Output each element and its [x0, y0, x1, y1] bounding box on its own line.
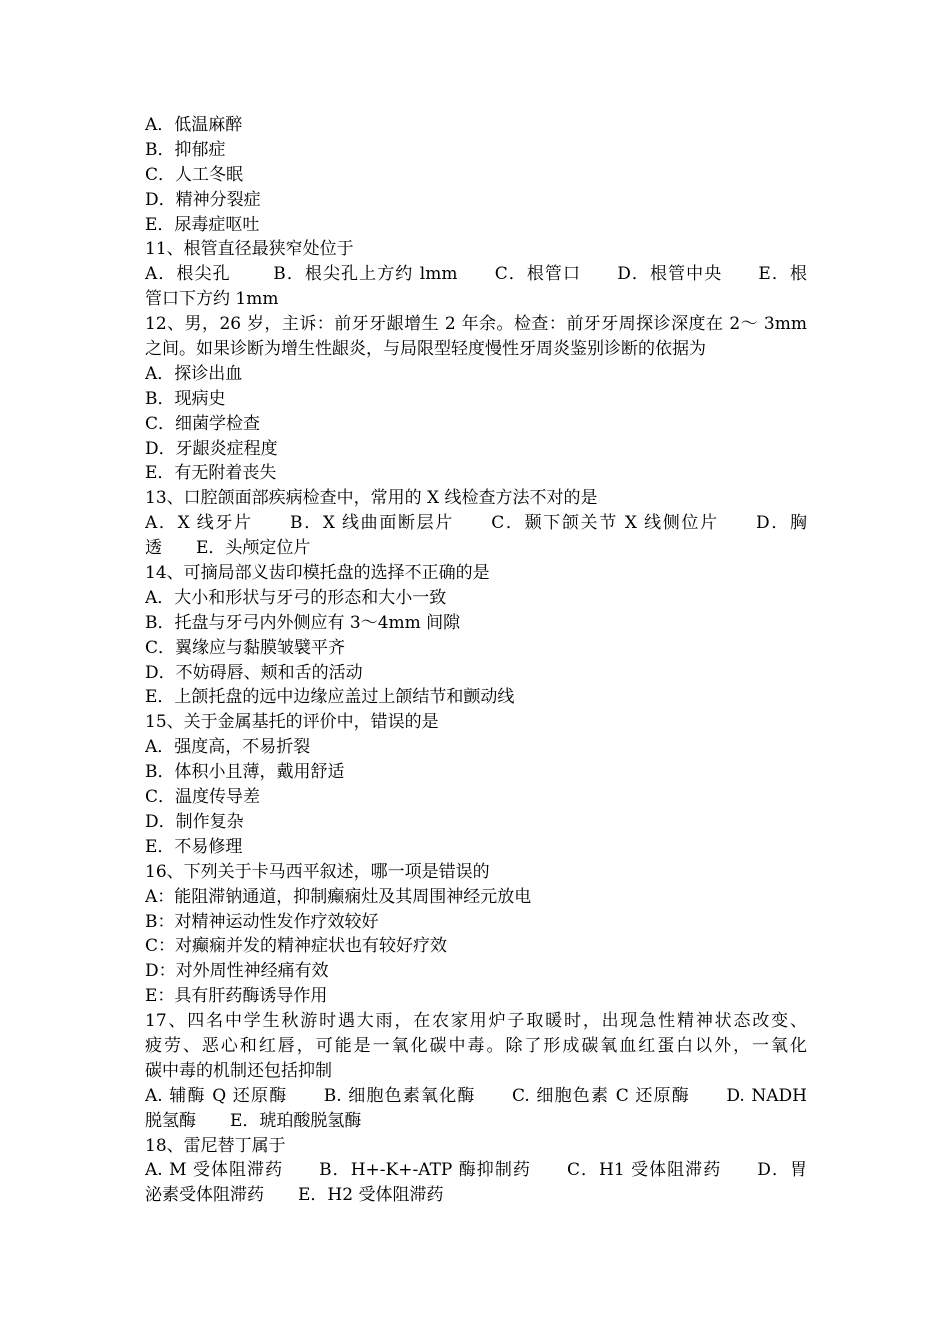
text-line: C．温度传导差 — [145, 787, 261, 808]
text-line: 13、口腔颌面部疾病检查中，常用的 X 线检查方法不对的是 — [145, 488, 598, 509]
text-line: C．细菌学检查 — [145, 413, 261, 434]
text-line: D．精神分裂症 — [145, 189, 261, 210]
text-line: A．低温麻醉 — [145, 115, 243, 135]
text-line: A．强度高，不易折裂 — [145, 737, 311, 758]
text-line: C：对癫痫并发的精神症状也有较好疗效 — [145, 936, 448, 957]
text-line: A. M 受体阻滞药 B．H+-K+-ATP 酶抑制药 C．H1 受体阻滞药 D．胃 — [145, 1160, 807, 1181]
text-line: B．抑郁症 — [145, 139, 226, 160]
text-line: E．不易修理 — [145, 836, 243, 857]
text-line: E：具有肝药酶诱导作用 — [145, 986, 328, 1007]
text-line: D．制作复杂 — [145, 811, 244, 832]
text-line: C．人工冬眠 — [145, 164, 244, 185]
text-line: 碳中毒的机制还包括抑制 — [145, 1060, 332, 1081]
text-line: 之间。如果诊断为增生性龈炎，与局限型轻度慢性牙周炎鉴别诊断的依据为 — [145, 339, 706, 360]
text-line: E．尿毒症呕吐 — [145, 214, 260, 235]
text-line: A．探诊出血 — [145, 363, 243, 384]
text-line: A．根尖孔 B．根尖孔上方约 lmm C．根管口 D．根管中央 E．根 — [145, 264, 807, 285]
text-line: C．翼缘应与黏膜皱襞平齐 — [145, 637, 346, 658]
text-line: D．牙龈炎症程度 — [145, 438, 278, 459]
text-line: B：对精神运动性发作疗效较好 — [145, 911, 379, 932]
text-line: 11、根管直径最狭窄处位于 — [145, 239, 354, 260]
text-line: 14、可摘局部义齿印模托盘的选择不正确的是 — [145, 563, 490, 584]
text-line: 12、男，26 岁，主诉：前牙牙龈增生 2 年余。检查：前牙牙周探诊深度在 2～ 3mm — [145, 314, 807, 335]
text-line: B．现病史 — [145, 388, 226, 409]
text-line: 15、关于金属基托的评价中，错误的是 — [145, 712, 439, 733]
text-line: A：能阻滞钠通道，抑制癫痫灶及其周围神经元放电 — [145, 886, 532, 907]
text-line: 17、四名中学生秋游时遇大雨，在农家用炉子取暖时，出现急性精神状态改变、 — [145, 1011, 807, 1032]
text-line: E．有无附着丧失 — [145, 463, 277, 484]
text-line: B．托盘与牙弓内外侧应有 3～4mm 间隙 — [145, 612, 461, 633]
text-line: D．不妨碍唇、颊和舌的活动 — [145, 662, 363, 683]
text-line: 疲劳、恶心和红唇，可能是一氧化碳中毒。除了形成碳氧血红蛋白以外，一氧化 — [145, 1035, 807, 1056]
text-line: 18、雷尼替丁属于 — [145, 1135, 286, 1156]
text-line: A．X 线牙片 B．X 线曲面断层片 C．颞下颌关节 X 线侧位片 D．胸 — [145, 513, 807, 534]
document-body — [145, 113, 807, 1208]
text-line: A. 辅酶 Q 还原酶 B. 细胞色素氧化酶 C. 细胞色素 C 还原酶 D. NADH — [145, 1085, 807, 1106]
text-line: 16、下列关于卡马西平叙述，哪一项是错误的 — [145, 861, 490, 882]
text-line: B．体积小且薄，戴用舒适 — [145, 762, 345, 783]
text-line: D：对外周性神经痛有效 — [145, 961, 329, 982]
text-line: 管口下方约 1mm — [145, 289, 279, 310]
text-line: A．大小和形状与牙弓的形态和大小一致 — [145, 587, 447, 608]
text-line: 泌素受体阻滞药 E．H2 受体阻滞药 — [145, 1185, 444, 1206]
text-line: 脱氢酶 E．琥珀酸脱氢酶 — [145, 1110, 362, 1131]
text-line: 透 E．头颅定位片 — [145, 538, 311, 559]
text-line: E．上颌托盘的远中边缘应盖过上颌结节和颤动线 — [145, 687, 515, 708]
